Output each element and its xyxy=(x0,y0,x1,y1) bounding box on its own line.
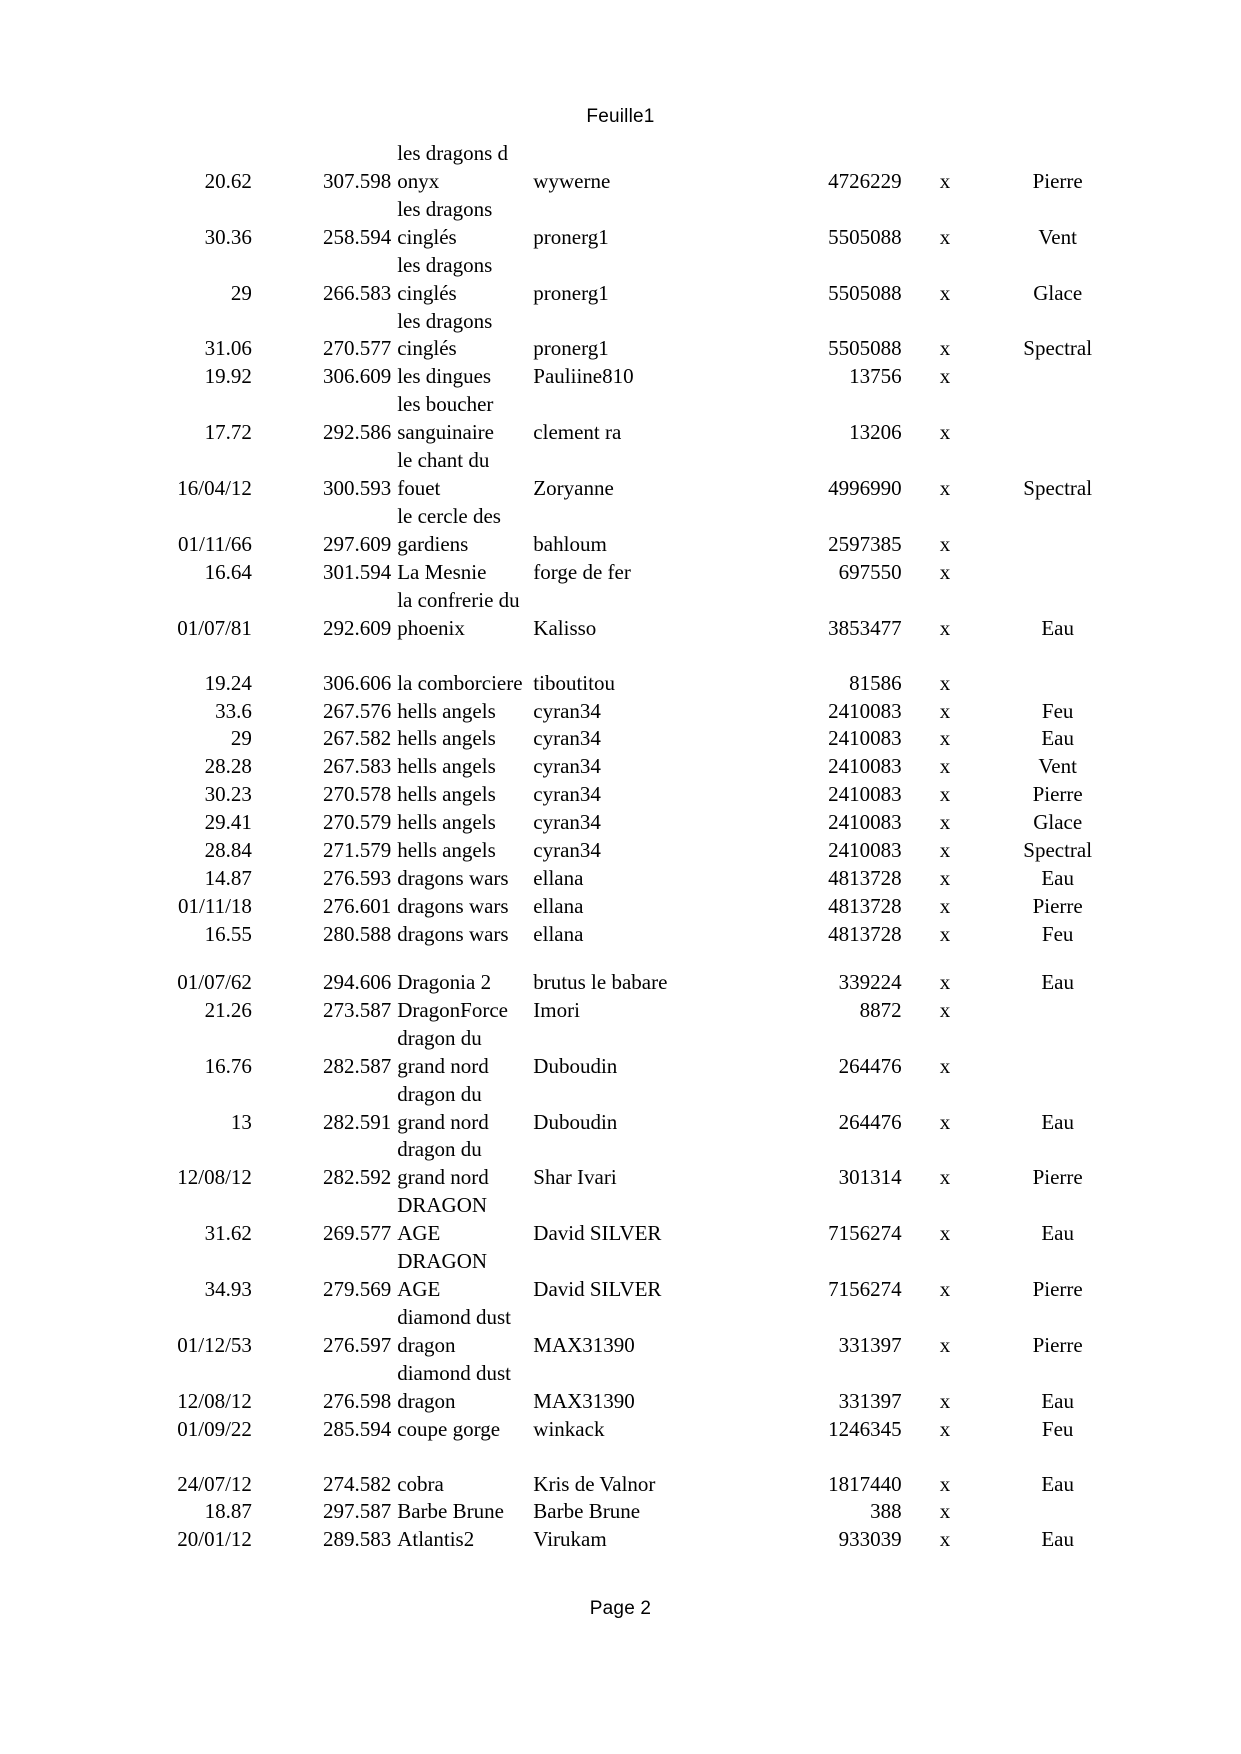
cell-player: winkack xyxy=(533,1416,605,1441)
cell-guild: hells angels xyxy=(397,782,496,807)
cell-date: 01/12/53 xyxy=(177,1332,252,1357)
cell-points: 2410083 xyxy=(828,698,902,723)
table-row xyxy=(108,1248,1133,1304)
cell-mark: x xyxy=(939,1165,951,1190)
cell-date: 30.36 xyxy=(204,224,252,249)
cell-element: Feu xyxy=(1041,921,1074,946)
cell-player xyxy=(533,643,731,670)
table-row xyxy=(108,252,1133,308)
cell-player: Imori xyxy=(533,997,580,1022)
cell-player: tiboutitou xyxy=(533,670,615,695)
cell-element xyxy=(988,643,1133,670)
cell-player: cyran34 xyxy=(533,726,601,751)
cell-element xyxy=(988,363,1133,391)
cell-guild: diamond dust dragon xyxy=(397,1304,511,1357)
cell-player: bahloum xyxy=(533,531,607,556)
table-row xyxy=(108,140,1133,196)
cell-element: Eau xyxy=(1041,1527,1074,1552)
cell-element: Feu xyxy=(1041,1416,1074,1441)
cell-score: 270.579 xyxy=(322,810,392,835)
cell-guild: DragonForce xyxy=(397,997,508,1022)
table-row xyxy=(108,893,1133,921)
cell-player: Kalisso xyxy=(533,615,597,640)
cell-points xyxy=(731,1444,908,1471)
table-row xyxy=(108,725,1133,753)
cell-score: 279.569 xyxy=(322,1277,392,1302)
cell-date: 12/08/12 xyxy=(177,1165,252,1190)
cell-element: Glace xyxy=(1033,810,1083,835)
cell-element: Pierre xyxy=(1032,893,1083,918)
table-row xyxy=(108,1192,1133,1248)
cell-player: Duboudin xyxy=(533,1109,618,1134)
cell-score: 282.591 xyxy=(322,1109,392,1134)
cell-player: Duboudin xyxy=(533,1053,618,1078)
cell-points: 2410083 xyxy=(828,810,902,835)
table-row xyxy=(108,809,1133,837)
table-row xyxy=(108,1526,1133,1554)
cell-points: 264476 xyxy=(838,1109,902,1134)
cell-element: Eau xyxy=(1041,615,1074,640)
cell-points: 13206 xyxy=(849,420,902,445)
cell-element: Eau xyxy=(1041,726,1074,751)
cell-element: Spectral xyxy=(1023,838,1093,863)
cell-score: 270.578 xyxy=(322,782,392,807)
cell-date: 16.64 xyxy=(204,559,252,584)
cell-score: 271.579 xyxy=(322,838,392,863)
cell-date: 01/09/22 xyxy=(177,1416,252,1441)
cell-date xyxy=(108,643,258,670)
cell-element: Pierre xyxy=(1032,1165,1083,1190)
cell-date: 16.55 xyxy=(204,921,252,946)
cell-guild: diamond dust dragon xyxy=(397,1360,511,1413)
cell-points: 5505088 xyxy=(828,280,902,305)
cell-element: Eau xyxy=(1041,1471,1074,1496)
cell-guild xyxy=(397,643,533,670)
cell-date: 14.87 xyxy=(204,866,252,891)
cell-score: 276.601 xyxy=(322,893,392,918)
cell-points: 339224 xyxy=(838,969,902,994)
cell-player: Virukam xyxy=(533,1527,607,1552)
cell-guild: hells angels xyxy=(397,726,496,751)
cell-score: 300.593 xyxy=(322,476,392,501)
cell-score: 269.577 xyxy=(322,1221,392,1246)
cell-guild: hells angels xyxy=(397,754,496,779)
cell-guild: dragon du grand nord xyxy=(397,1081,489,1134)
cell-score: 276.598 xyxy=(322,1388,392,1413)
cell-score: 292.586 xyxy=(322,420,392,445)
cell-player: cyran34 xyxy=(533,754,601,779)
cell-date: 20/01/12 xyxy=(177,1527,252,1552)
cell-guild: dragons wars xyxy=(397,921,509,946)
sheet-title-header: Feuille1 xyxy=(586,106,655,127)
cell-player: Zoryanne xyxy=(533,476,614,501)
cell-date: 16.76 xyxy=(204,1053,252,1078)
cell-guild: dragon du grand nord xyxy=(397,1025,489,1078)
spreadsheet-table-container xyxy=(108,140,1133,1554)
cell-mark: x xyxy=(939,336,951,361)
cell-score: 273.587 xyxy=(322,997,392,1022)
cell-player: Barbe Brune xyxy=(533,1499,641,1524)
table-body xyxy=(108,140,1133,1554)
cell-player xyxy=(533,1444,731,1471)
cell-element: Vent xyxy=(1038,754,1077,779)
cell-points: 301314 xyxy=(838,1165,902,1190)
cell-player: pronerg1 xyxy=(533,224,609,249)
cell-element xyxy=(988,1498,1133,1526)
cell-date: 20.62 xyxy=(204,168,252,193)
cell-mark: x xyxy=(939,1109,951,1134)
table-row-spacer xyxy=(108,643,1133,670)
cell-guild: les dragons cinglés xyxy=(397,308,493,361)
cell-date: 34.93 xyxy=(204,1277,252,1302)
cell-points: 331397 xyxy=(838,1388,902,1413)
cell-element: Feu xyxy=(1041,698,1074,723)
cell-points: 5505088 xyxy=(828,224,902,249)
cell-player: cyran34 xyxy=(533,810,601,835)
table-row xyxy=(108,949,1133,997)
cell-points: 933039 xyxy=(838,1527,902,1552)
table-row xyxy=(108,1471,1133,1499)
cell-score: 297.609 xyxy=(322,531,392,556)
cell-score: 258.594 xyxy=(322,224,392,249)
cell-guild: Barbe Brune xyxy=(397,1499,504,1524)
cell-date xyxy=(108,1444,258,1471)
cell-mark: x xyxy=(939,559,951,584)
cell-mark: x xyxy=(939,1499,951,1524)
cell-mark: x xyxy=(939,1471,951,1496)
cell-score: 306.609 xyxy=(322,364,392,389)
cell-element: Eau xyxy=(1041,969,1074,994)
cell-guild: dragons wars xyxy=(397,893,509,918)
cell-date: 01/07/62 xyxy=(177,969,252,994)
cell-mark xyxy=(908,1444,989,1471)
table-row xyxy=(108,753,1133,781)
cell-player: clement ra xyxy=(533,420,622,445)
cell-points: 4813728 xyxy=(828,866,902,891)
cell-mark: x xyxy=(939,531,951,556)
cell-element xyxy=(988,391,1133,447)
table-row xyxy=(108,196,1133,252)
table-row xyxy=(108,1025,1133,1081)
cell-mark: x xyxy=(939,1221,951,1246)
cell-points: 3853477 xyxy=(828,615,902,640)
cell-mark: x xyxy=(939,1416,951,1441)
cell-points: 697550 xyxy=(838,559,902,584)
cell-date: 28.84 xyxy=(204,838,252,863)
cell-guild: hells angels xyxy=(397,810,496,835)
cell-date: 31.62 xyxy=(204,1221,252,1246)
cell-score: 266.583 xyxy=(322,280,392,305)
table-row xyxy=(108,1081,1133,1137)
cell-guild: DRAGON AGE xyxy=(397,1249,488,1302)
cell-player: pronerg1 xyxy=(533,280,609,305)
cell-points: 7156274 xyxy=(828,1277,902,1302)
table-row xyxy=(108,1360,1133,1416)
cell-player: cyran34 xyxy=(533,782,601,807)
cell-mark: x xyxy=(939,921,951,946)
cell-mark: x xyxy=(939,1332,951,1357)
cell-guild: coupe gorge xyxy=(397,1416,501,1441)
cell-element: Glace xyxy=(1033,280,1083,305)
cell-points: 1246345 xyxy=(828,1416,902,1441)
cell-mark: x xyxy=(939,280,951,305)
cell-mark: x xyxy=(939,1053,951,1078)
cell-element: Eau xyxy=(1041,1221,1074,1246)
cell-element xyxy=(988,559,1133,587)
cell-element: Vent xyxy=(1038,224,1077,249)
cell-mark: x xyxy=(939,168,951,193)
table-row-spacer xyxy=(108,1444,1133,1471)
cell-date: 19.24 xyxy=(204,670,252,695)
cell-guild: DRAGON AGE xyxy=(397,1193,488,1246)
cell-mark xyxy=(908,643,989,670)
cell-points: 7156274 xyxy=(828,1221,902,1246)
cell-points: 13756 xyxy=(849,364,902,389)
cell-mark: x xyxy=(939,364,951,389)
cell-date: 28.28 xyxy=(204,754,252,779)
cell-mark: x xyxy=(939,866,951,891)
table-row xyxy=(108,865,1133,893)
cell-score: 289.583 xyxy=(322,1527,392,1552)
cell-guild: cobra xyxy=(397,1471,444,1496)
cell-guild: le cercle des gardiens xyxy=(397,503,501,556)
cell-date: 33.6 xyxy=(215,698,252,723)
cell-guild: les dragons cinglés xyxy=(397,196,493,249)
cell-points: 1817440 xyxy=(828,1471,902,1496)
cell-score: 306.606 xyxy=(322,670,392,695)
cell-guild: Atlantis2 xyxy=(397,1527,475,1552)
cell-player: brutus le babare xyxy=(533,969,668,994)
cell-date: 24/07/12 xyxy=(177,1471,252,1496)
table-row xyxy=(108,363,1133,391)
table-row xyxy=(108,837,1133,865)
cell-points: 264476 xyxy=(838,1053,902,1078)
table-row xyxy=(108,559,1133,587)
cell-date: 01/07/81 xyxy=(177,615,252,640)
spreadsheet-table xyxy=(108,140,1133,1554)
cell-player: ellana xyxy=(533,921,584,946)
cell-score xyxy=(258,1444,397,1471)
cell-element: Pierre xyxy=(1032,782,1083,807)
cell-score: 270.577 xyxy=(322,336,392,361)
cell-date: 18.87 xyxy=(204,1499,252,1524)
table-row xyxy=(108,391,1133,447)
cell-points: 2410083 xyxy=(828,754,902,779)
table-row xyxy=(108,781,1133,809)
cell-element: Pierre xyxy=(1032,1277,1083,1302)
cell-date: 21.26 xyxy=(204,997,252,1022)
cell-guild: La Mesnie xyxy=(397,559,487,584)
cell-player: MAX31390 xyxy=(533,1388,635,1413)
cell-date: 01/11/18 xyxy=(178,893,252,918)
cell-date: 29.41 xyxy=(204,810,252,835)
cell-player: MAX31390 xyxy=(533,1332,635,1357)
cell-guild: hells angels xyxy=(397,838,496,863)
cell-element xyxy=(988,503,1133,559)
cell-points: 4996990 xyxy=(828,476,902,501)
cell-element: Pierre xyxy=(1032,168,1083,193)
cell-guild: la comborciere xyxy=(397,670,523,695)
cell-mark: x xyxy=(939,810,951,835)
cell-score: 307.598 xyxy=(322,168,392,193)
table-row xyxy=(108,1498,1133,1526)
cell-mark: x xyxy=(939,893,951,918)
cell-player: David SILVER xyxy=(533,1221,662,1246)
cell-element: Spectral xyxy=(1023,336,1093,361)
cell-guild: les dragons d onyx xyxy=(397,141,509,193)
table-row xyxy=(108,587,1133,643)
cell-player: Pauliine810 xyxy=(533,364,634,389)
cell-points: 4813728 xyxy=(828,921,902,946)
cell-mark: x xyxy=(939,782,951,807)
cell-score: 285.594 xyxy=(322,1416,392,1441)
cell-guild: les boucher sanguinaire xyxy=(397,392,494,445)
cell-guild: la confrerie du phoenix xyxy=(397,587,520,640)
cell-guild: le chant du fouet xyxy=(397,448,490,501)
cell-element: Eau xyxy=(1041,1109,1074,1134)
cell-element: Eau xyxy=(1041,1388,1074,1413)
cell-points: 388 xyxy=(870,1499,902,1524)
cell-score: 301.594 xyxy=(322,559,392,584)
cell-date: 29 xyxy=(230,280,252,305)
cell-score: 267.583 xyxy=(322,754,392,779)
cell-player: forge de fer xyxy=(533,559,631,584)
table-row xyxy=(108,503,1133,559)
cell-player: ellana xyxy=(533,866,584,891)
cell-mark: x xyxy=(939,476,951,501)
cell-points: 2410083 xyxy=(828,782,902,807)
cell-score: 292.609 xyxy=(322,615,392,640)
cell-points: 4726229 xyxy=(828,168,902,193)
cell-player: cyran34 xyxy=(533,698,601,723)
table-row xyxy=(108,1416,1133,1444)
cell-score: 297.587 xyxy=(322,1499,392,1524)
cell-score: 294.606 xyxy=(322,969,392,994)
cell-mark: x xyxy=(939,969,951,994)
cell-player: wywerne xyxy=(533,168,611,193)
cell-score: 276.597 xyxy=(322,1332,392,1357)
cell-guild: dragon du grand nord xyxy=(397,1137,489,1190)
cell-date: 31.06 xyxy=(204,336,252,361)
cell-player: David SILVER xyxy=(533,1277,662,1302)
cell-guild: dragons wars xyxy=(397,866,509,891)
cell-mark: x xyxy=(939,754,951,779)
cell-element xyxy=(988,1444,1133,1471)
cell-date: 01/11/66 xyxy=(178,531,252,556)
cell-mark: x xyxy=(939,726,951,751)
cell-date: 12/08/12 xyxy=(177,1388,252,1413)
cell-element xyxy=(988,1025,1133,1081)
cell-points: 331397 xyxy=(838,1332,902,1357)
cell-mark: x xyxy=(939,670,951,695)
table-row xyxy=(108,308,1133,364)
table-row xyxy=(108,997,1133,1025)
cell-score: 280.588 xyxy=(322,921,392,946)
cell-guild: Dragonia 2 xyxy=(397,969,492,994)
cell-points: 2410083 xyxy=(828,838,902,863)
cell-score: 274.582 xyxy=(322,1471,392,1496)
cell-date: 30.23 xyxy=(204,782,252,807)
cell-score: 276.593 xyxy=(322,866,392,891)
cell-player: pronerg1 xyxy=(533,336,609,361)
cell-mark: x xyxy=(939,420,951,445)
cell-score xyxy=(258,643,397,670)
cell-mark: x xyxy=(939,1388,951,1413)
table-row xyxy=(108,447,1133,503)
cell-points xyxy=(731,643,908,670)
cell-points: 8872 xyxy=(859,997,902,1022)
table-row xyxy=(108,1136,1133,1192)
cell-mark: x xyxy=(939,1277,951,1302)
cell-element: Spectral xyxy=(1023,476,1093,501)
cell-score: 282.587 xyxy=(322,1053,392,1078)
cell-guild: les dingues xyxy=(397,364,492,389)
cell-mark: x xyxy=(939,997,951,1022)
cell-date: 17.72 xyxy=(204,420,252,445)
cell-mark: x xyxy=(939,615,951,640)
cell-score: 267.576 xyxy=(322,698,392,723)
table-row xyxy=(108,698,1133,726)
cell-guild: hells angels xyxy=(397,698,496,723)
cell-date: 19.92 xyxy=(204,364,252,389)
cell-points: 2410083 xyxy=(828,726,902,751)
cell-guild xyxy=(397,1444,533,1471)
cell-player: ellana xyxy=(533,893,584,918)
cell-player: Shar Ivari xyxy=(533,1165,617,1190)
cell-date: 13 xyxy=(230,1109,252,1134)
cell-points: 4813728 xyxy=(828,893,902,918)
cell-element xyxy=(988,670,1133,698)
cell-date: 16/04/12 xyxy=(177,476,252,501)
table-row xyxy=(108,1304,1133,1360)
cell-score: 267.582 xyxy=(322,726,392,751)
cell-element xyxy=(988,997,1133,1025)
cell-guild: les dragons cinglés xyxy=(397,252,493,305)
cell-mark: x xyxy=(939,838,951,863)
cell-element: Pierre xyxy=(1032,1332,1083,1357)
cell-mark: x xyxy=(939,224,951,249)
cell-player: cyran34 xyxy=(533,838,601,863)
page-footer: Page 2 xyxy=(589,1598,652,1619)
cell-score: 282.592 xyxy=(322,1165,392,1190)
table-row xyxy=(108,921,1133,949)
table-row xyxy=(108,670,1133,698)
cell-element: Eau xyxy=(1041,866,1074,891)
cell-date: 29 xyxy=(230,726,252,751)
cell-points: 81586 xyxy=(849,670,902,695)
cell-points: 2597385 xyxy=(828,531,902,556)
cell-points: 5505088 xyxy=(828,336,902,361)
cell-player: Kris de Valnor xyxy=(533,1471,656,1496)
cell-mark: x xyxy=(939,1527,951,1552)
cell-mark: x xyxy=(939,698,951,723)
